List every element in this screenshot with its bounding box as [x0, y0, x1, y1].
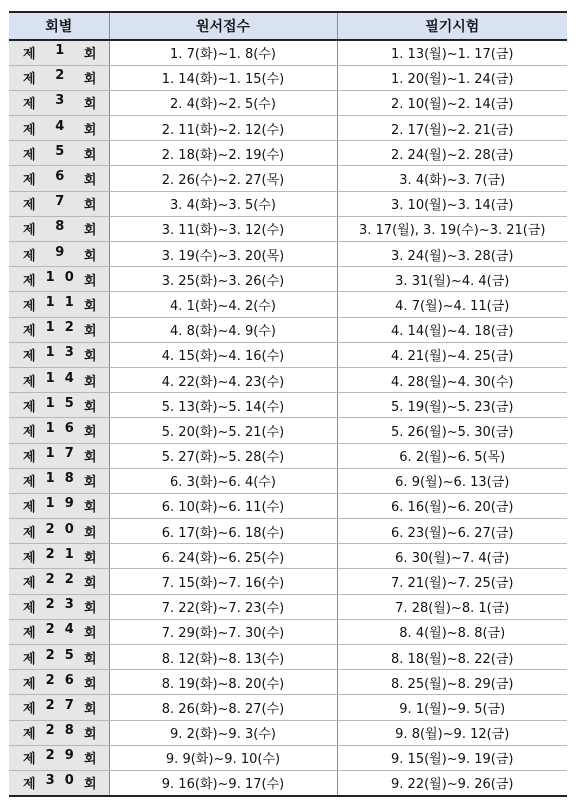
application-period-cell: 6. 17(화)~6. 18(수) [109, 519, 337, 544]
round-cell [9, 670, 109, 695]
round-label: 제 2 5 회 [23, 647, 97, 667]
round-cell [9, 770, 109, 795]
round-cell [9, 40, 109, 65]
table-row [9, 116, 567, 141]
round-label: 제 1 9 회 [23, 496, 97, 516]
table-row [9, 670, 567, 695]
application-period-cell: 8. 19(화)~8. 20(수) [109, 670, 337, 695]
application-period-cell: 3. 11(화)~3. 12(수) [109, 216, 337, 241]
application-period-cell: 6. 3(화)~6. 4(수) [109, 468, 337, 493]
application-period-cell: 7. 15(화)~7. 16(수) [109, 569, 337, 594]
table-row [9, 40, 567, 65]
table-row [9, 317, 567, 342]
round-label: 제 1 4 회 [23, 370, 97, 390]
round-cell [9, 342, 109, 367]
written-exam-period-cell: 3. 17(월), 3. 19(수)~3. 21(금) [337, 216, 567, 241]
application-period-cell: 4. 22(화)~4. 23(수) [109, 367, 337, 392]
written-exam-period-cell: 9. 22(월)~9. 26(금) [337, 770, 567, 795]
round-label: 제 1 2 회 [23, 320, 97, 340]
application-period-cell: 6. 10(화)~6. 11(수) [109, 493, 337, 518]
round-cell [9, 116, 109, 141]
written-exam-period-cell: 7. 28(월)~8. 1(금) [337, 594, 567, 619]
round-cell [9, 393, 109, 418]
application-period-cell: 2. 4(화)~2. 5(수) [109, 90, 337, 115]
written-exam-period-cell: 4. 21(월)~4. 25(금) [337, 342, 567, 367]
table-row [9, 367, 567, 392]
round-label: 제 5 회 [23, 143, 97, 163]
round-label: 제 2 4 회 [23, 622, 97, 642]
table-row [9, 267, 567, 292]
table-row [9, 292, 567, 317]
round-label: 제 2 회 [23, 68, 97, 88]
application-period-cell: 3. 19(수)~3. 20(목) [109, 242, 337, 267]
written-exam-period-cell: 3. 24(월)~3. 28(금) [337, 242, 567, 267]
table-row [9, 770, 567, 795]
application-period-cell: 4. 8(화)~4. 9(수) [109, 317, 337, 342]
application-period-cell: 9. 16(화)~9. 17(수) [109, 770, 337, 795]
written-exam-period-cell: 8. 25(월)~8. 29(금) [337, 670, 567, 695]
exam-schedule-table [9, 11, 567, 797]
written-exam-period-cell: 9. 8(월)~9. 12(금) [337, 720, 567, 745]
round-cell [9, 594, 109, 619]
header-round: 회별 [9, 12, 109, 40]
written-exam-period-cell: 6. 16(월)~6. 20(금) [337, 493, 567, 518]
round-cell [9, 695, 109, 720]
application-period-cell: 2. 11(화)~2. 12(수) [109, 116, 337, 141]
application-period-cell: 3. 4(화)~3. 5(수) [109, 191, 337, 216]
application-period-cell: 6. 24(화)~6. 25(수) [109, 544, 337, 569]
round-label: 제 6 회 [23, 169, 97, 189]
table-row [9, 745, 567, 770]
round-cell [9, 367, 109, 392]
round-cell [9, 292, 109, 317]
table-header [9, 12, 567, 40]
written-exam-period-cell: 8. 18(월)~8. 22(금) [337, 645, 567, 670]
application-period-cell: 4. 15(화)~4. 16(수) [109, 342, 337, 367]
table-row [9, 418, 567, 443]
table-row [9, 342, 567, 367]
round-label: 제 2 0 회 [23, 521, 97, 541]
round-label: 제 2 3 회 [23, 597, 97, 617]
table-row [9, 569, 567, 594]
written-exam-period-cell: 5. 19(월)~5. 23(금) [337, 393, 567, 418]
written-exam-period-cell: 6. 23(월)~6. 27(금) [337, 519, 567, 544]
round-label: 제 2 9 회 [23, 748, 97, 768]
written-exam-period-cell: 9. 15(월)~9. 19(금) [337, 745, 567, 770]
table-row [9, 443, 567, 468]
table-row [9, 65, 567, 90]
round-cell [9, 720, 109, 745]
application-period-cell: 9. 2(화)~9. 3(수) [109, 720, 337, 745]
table-row [9, 216, 567, 241]
application-period-cell: 9. 9(화)~9. 10(수) [109, 745, 337, 770]
written-exam-period-cell: 2. 10(월)~2. 14(금) [337, 90, 567, 115]
table-row [9, 619, 567, 644]
round-cell [9, 166, 109, 191]
round-cell [9, 645, 109, 670]
table-row [9, 141, 567, 166]
table-row [9, 166, 567, 191]
application-period-cell: 8. 26(화)~8. 27(수) [109, 695, 337, 720]
table-row [9, 645, 567, 670]
table-row [9, 242, 567, 267]
round-label: 제 2 2 회 [23, 572, 97, 592]
round-label: 제 2 8 회 [23, 723, 97, 743]
written-exam-period-cell: 6. 2(월)~6. 5(목) [337, 443, 567, 468]
table-row [9, 720, 567, 745]
round-label: 제 1 7 회 [23, 446, 97, 466]
exam-schedule-container [9, 11, 567, 797]
written-exam-period-cell: 5. 26(월)~5. 30(금) [337, 418, 567, 443]
written-exam-period-cell: 1. 13(월)~1. 17(금) [337, 40, 567, 65]
written-exam-period-cell: 1. 20(월)~1. 24(금) [337, 65, 567, 90]
round-cell [9, 90, 109, 115]
round-cell [9, 544, 109, 569]
round-cell [9, 65, 109, 90]
round-label: 제 8 회 [23, 219, 97, 239]
round-label: 제 7 회 [23, 194, 97, 214]
application-period-cell: 5. 20(화)~5. 21(수) [109, 418, 337, 443]
round-cell [9, 317, 109, 342]
written-exam-period-cell: 3. 4(화)~3. 7(금) [337, 166, 567, 191]
round-cell [9, 569, 109, 594]
application-period-cell: 5. 27(화)~5. 28(수) [109, 443, 337, 468]
table-row [9, 695, 567, 720]
header-application: 원서접수 [109, 12, 337, 40]
round-label: 제 1 1 회 [23, 294, 97, 314]
written-exam-period-cell: 9. 1(월)~9. 5(금) [337, 695, 567, 720]
round-cell [9, 619, 109, 644]
table-row [9, 519, 567, 544]
application-period-cell: 5. 13(화)~5. 14(수) [109, 393, 337, 418]
table-row [9, 191, 567, 216]
round-label: 제 9 회 [23, 244, 97, 264]
application-period-cell: 7. 29(화)~7. 30(수) [109, 619, 337, 644]
application-period-cell: 7. 22(화)~7. 23(수) [109, 594, 337, 619]
written-exam-period-cell: 8. 4(월)~8. 8(금) [337, 619, 567, 644]
table-row [9, 594, 567, 619]
round-label: 제 2 6 회 [23, 672, 97, 692]
application-period-cell: 3. 25(화)~3. 26(수) [109, 267, 337, 292]
written-exam-period-cell: 3. 31(월)~4. 4(금) [337, 267, 567, 292]
round-cell [9, 267, 109, 292]
round-cell [9, 468, 109, 493]
round-cell [9, 443, 109, 468]
written-exam-period-cell: 2. 24(월)~2. 28(금) [337, 141, 567, 166]
application-period-cell: 1. 14(화)~1. 15(수) [109, 65, 337, 90]
round-cell [9, 141, 109, 166]
round-label: 제 1 3 회 [23, 345, 97, 365]
written-exam-period-cell: 2. 17(월)~2. 21(금) [337, 116, 567, 141]
round-label: 제 3 회 [23, 93, 97, 113]
written-exam-period-cell: 4. 7(월)~4. 11(금) [337, 292, 567, 317]
round-label: 제 1 8 회 [23, 471, 97, 491]
written-exam-period-cell: 4. 28(월)~4. 30(수) [337, 367, 567, 392]
round-cell [9, 216, 109, 241]
round-label: 제 1 0 회 [23, 269, 97, 289]
table-row [9, 90, 567, 115]
round-label: 제 1 5 회 [23, 395, 97, 415]
round-cell [9, 745, 109, 770]
table-row [9, 493, 567, 518]
application-period-cell: 1. 7(화)~1. 8(수) [109, 40, 337, 65]
header-row [9, 12, 567, 40]
table-row [9, 468, 567, 493]
written-exam-period-cell: 6. 30(월)~7. 4(금) [337, 544, 567, 569]
header-exam: 필기시험 [337, 12, 567, 40]
application-period-cell: 8. 12(화)~8. 13(수) [109, 645, 337, 670]
round-label: 제 2 7 회 [23, 697, 97, 717]
application-period-cell: 2. 18(화)~2. 19(수) [109, 141, 337, 166]
round-label: 제 4 회 [23, 118, 97, 138]
round-label: 제 2 1 회 [23, 546, 97, 566]
round-label: 제 1 회 [23, 43, 97, 63]
written-exam-period-cell: 7. 21(월)~7. 25(금) [337, 569, 567, 594]
table-body [9, 40, 567, 796]
round-label: 제 1 6 회 [23, 420, 97, 440]
round-cell [9, 519, 109, 544]
table-row [9, 393, 567, 418]
table-row [9, 544, 567, 569]
written-exam-period-cell: 3. 10(월)~3. 14(금) [337, 191, 567, 216]
round-cell [9, 191, 109, 216]
round-label: 제 3 0 회 [23, 773, 97, 793]
round-cell [9, 493, 109, 518]
round-cell [9, 418, 109, 443]
application-period-cell: 2. 26(수)~2. 27(목) [109, 166, 337, 191]
application-period-cell: 4. 1(화)~4. 2(수) [109, 292, 337, 317]
written-exam-period-cell: 4. 14(월)~4. 18(금) [337, 317, 567, 342]
round-cell [9, 242, 109, 267]
written-exam-period-cell: 6. 9(월)~6. 13(금) [337, 468, 567, 493]
